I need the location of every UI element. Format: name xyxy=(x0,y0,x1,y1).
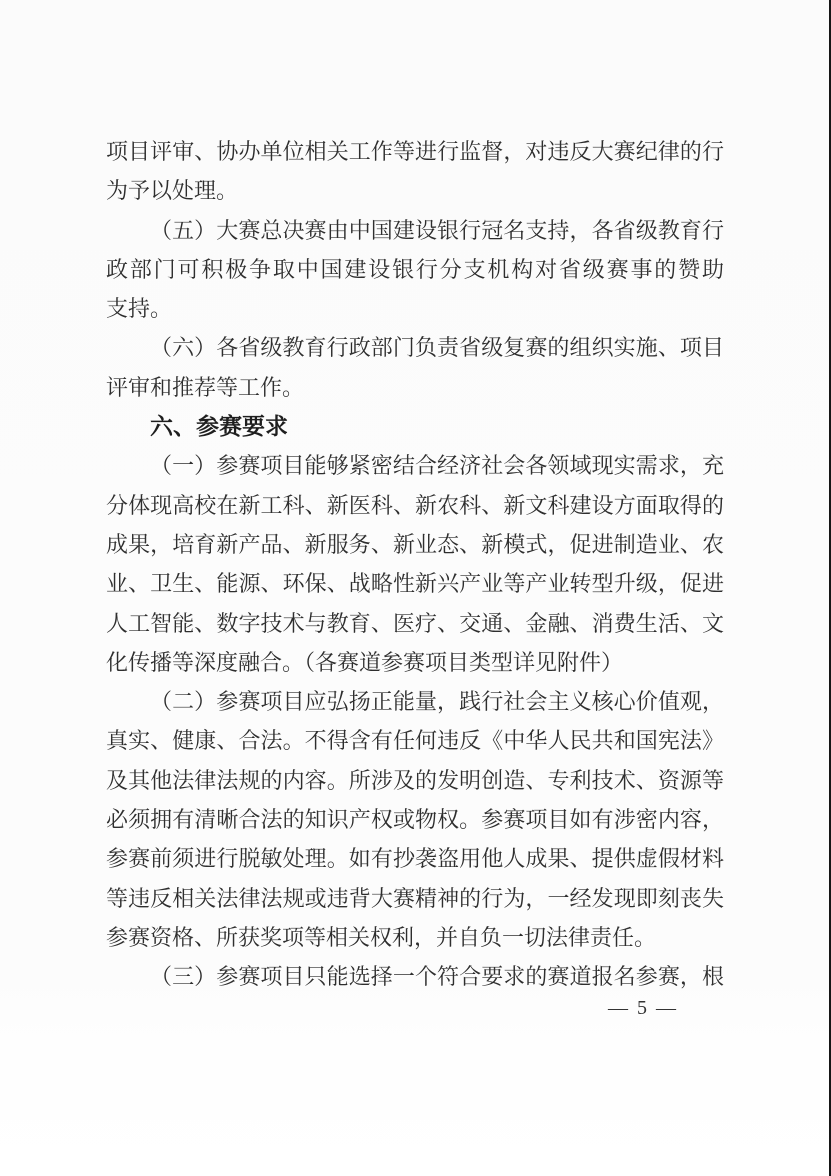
body-text-line: （五）大赛总决赛由中国建设银行冠名支持，各省级教育行 xyxy=(150,217,724,243)
body-text-line: （二）参赛项目应弘扬正能量，践行社会主义核心价值观， xyxy=(150,689,724,715)
body-text-line: 及其他法律法规的内容。所涉及的发明创造、专利技术、资源等 xyxy=(106,767,724,793)
body-text-line: 成果，培育新产品、新服务、新业态、新模式，促进制造业、农 xyxy=(106,531,724,557)
body-text-line: 项目评审、协办单位相关工作等进行监督，对违反大赛纪律的行 xyxy=(106,139,724,164)
section-heading: 六、参赛要求 xyxy=(150,413,288,440)
page-number: — 5 — xyxy=(608,997,678,1019)
body-text-line: 分体现高校在新工科、新医科、新农科、新文科建设方面取得的 xyxy=(106,492,724,518)
body-text-line: （六）各省级教育行政部门负责省级复赛的组织实施、项目 xyxy=(150,335,724,361)
body-text-line: 参赛资格、所获奖项等相关权利，并自负一切法律责任。 xyxy=(106,924,657,950)
body-text-line: 评审和推荐等工作。 xyxy=(106,374,305,400)
body-text-line: 支持。 xyxy=(106,296,173,322)
body-text-line: 为予以处理。 xyxy=(106,178,239,204)
body-text-line: （三）参赛项目只能选择一个符合要求的赛道报名参赛，根 xyxy=(150,964,724,990)
body-text-line: 人工智能、数字技术与教育、医疗、交通、金融、消费生活、文 xyxy=(106,610,724,636)
document-body xyxy=(106,132,724,997)
body-text-line: 参赛前须进行脱敏处理。如有抄袭盗用他人成果、提供虚假材料 xyxy=(106,846,724,872)
body-text-line: 化传播等深度融合。（各赛道参赛项目类型详见附件） xyxy=(106,649,624,675)
body-text-line: 真实、健康、合法。不得含有任何违反《中华人民共和国宪法》 xyxy=(106,728,724,754)
body-text-line: 等违反相关法律法规或违背大赛精神的行为，一经发现即刻丧失 xyxy=(106,885,724,911)
body-text-line: （一）参赛项目能够紧密结合经济社会各领域现实需求，充 xyxy=(150,453,724,479)
body-text-line: 业、卫生、能源、环保、战略性新兴产业等产业转型升级，促进 xyxy=(106,571,724,597)
body-text-line: 政部门可积极争取中国建设银行分支机构对省级赛事的赞助 xyxy=(106,256,724,282)
body-text-line: 必须拥有清晰合法的知识产权或物权。参赛项目如有涉密内容， xyxy=(106,807,724,833)
